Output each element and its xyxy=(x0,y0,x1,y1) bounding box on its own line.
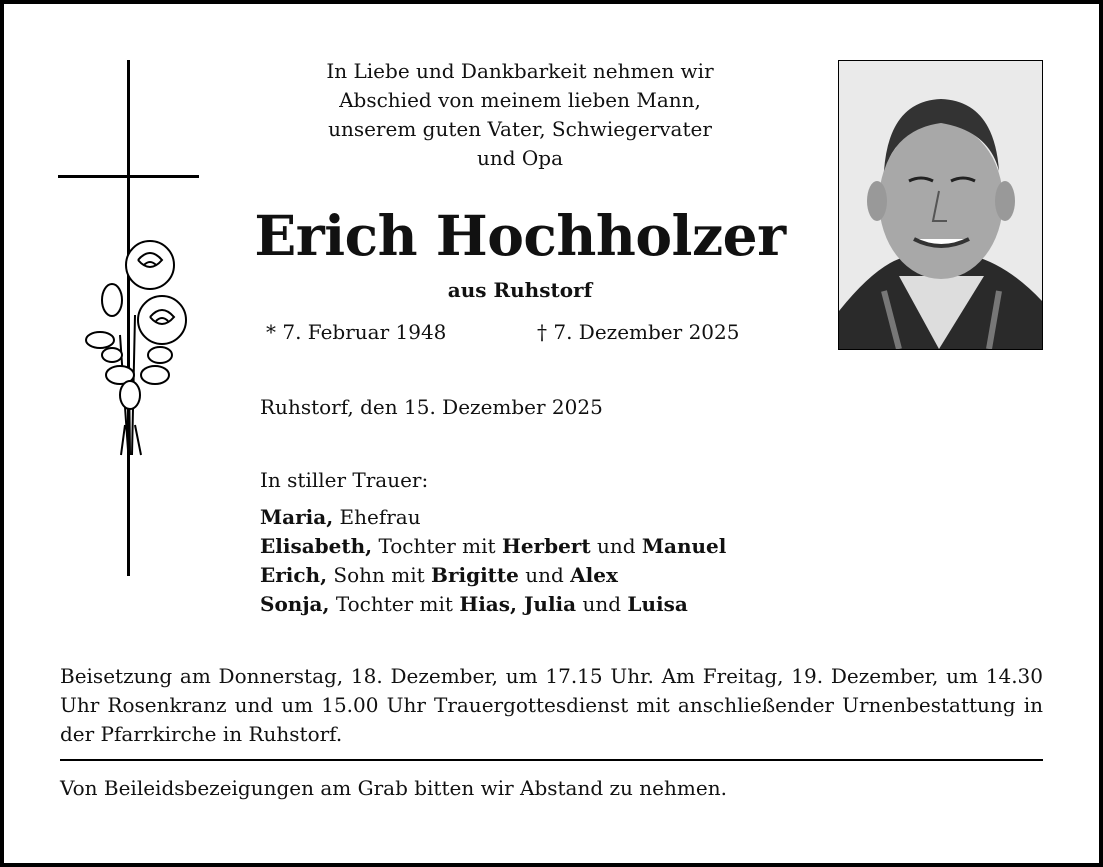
mourner xyxy=(260,532,726,561)
mourner-name: Manuel xyxy=(641,534,727,558)
mourner-text: Sohn mit xyxy=(327,563,432,587)
intro-line: unserem guten Vater, Schwiegervater xyxy=(328,117,712,141)
mourner-name: Sonja, xyxy=(260,592,330,616)
intro-line: In Liebe und Dankbarkeit nehmen wir xyxy=(326,59,714,83)
mourner-text: und xyxy=(576,592,628,616)
mourner-name: Brigitte xyxy=(431,563,519,587)
mourner xyxy=(260,590,726,619)
condolence-note: Von Beileidsbezeigungen am Grab bitten wir Abstand zu nehmen. xyxy=(60,776,727,800)
portrait-photo xyxy=(838,60,1043,350)
funeral-details: Beisetzung am Donnerstag, 18. Dezember, um 17.15 Uhr. Am Freitag, 19. Dezember, um 14.30 Uhr Rosenkranz und um 15.00 Uhr Trauergottesdienst mit anschließender Urnenbestattung in der Pfarrkirche in Ruhstorf. xyxy=(60,664,1043,746)
mourner xyxy=(260,561,726,590)
cross-with-roses-icon xyxy=(50,55,210,585)
deceased-name: Erich Hochholzer xyxy=(254,203,786,268)
mourners-list xyxy=(260,503,726,619)
death-date: † 7. Dezember 2025 xyxy=(537,320,740,344)
mourner-name: Herbert xyxy=(501,534,591,558)
mourner-name: Hias, Julia xyxy=(459,592,577,616)
mourner-name: Maria, xyxy=(260,505,334,529)
mourner-name: Alex xyxy=(570,563,618,587)
mourner-text: Ehefrau xyxy=(333,505,421,529)
mourning-heading: In stiller Trauer: xyxy=(260,468,429,492)
intro-line: Abschied von meinem lieben Mann, xyxy=(339,88,701,112)
mourner-name: Erich, xyxy=(260,563,328,587)
mourner-text: und xyxy=(590,534,642,558)
mourner xyxy=(260,503,726,532)
intro-line: und Opa xyxy=(476,146,564,170)
intro-text xyxy=(260,57,780,173)
mourner-text: und xyxy=(518,563,571,587)
divider xyxy=(60,759,1043,761)
place-date: Ruhstorf, den 15. Dezember 2025 xyxy=(260,395,603,419)
mourner-text: Tochter mit xyxy=(372,534,502,558)
birth-date: * 7. Februar 1948 xyxy=(266,320,447,344)
mourner-name: Elisabeth, xyxy=(260,534,373,558)
origin: aus Ruhstorf xyxy=(447,278,593,302)
mourner-text: Tochter mit xyxy=(329,592,460,616)
mourner-name: Luisa xyxy=(627,592,688,616)
